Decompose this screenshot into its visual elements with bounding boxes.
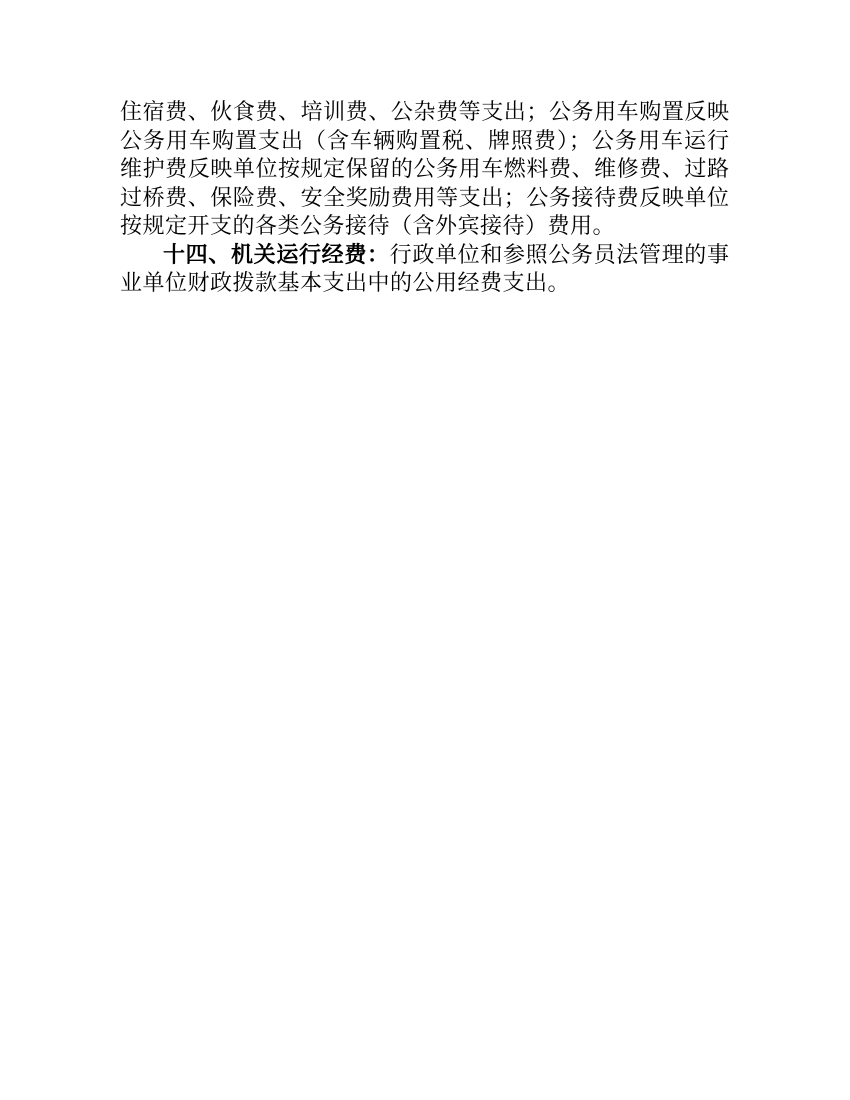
paragraph2-body-start: 行政单位和参照公务员法管理的事 — [389, 241, 729, 267]
text-block — [120, 98, 729, 298]
paragraph2-line-1 — [120, 241, 729, 270]
paragraph2-line-2: 业单位财政拨款基本支出中的公用经费支出。 — [120, 270, 571, 295]
paragraph1-line-5: 按规定开支的各类公务接待（含外宾接待）费用。 — [120, 213, 616, 238]
paragraph1-line-1: 住宿费、伙食费、培训费、公杂费等支出；公务用车购置反映 — [120, 99, 729, 124]
paragraph1-line-3: 维护费反映单位按规定保留的公务用车燃料费、维修费、过路 — [120, 156, 729, 181]
paragraph2-heading: 十四、机关运行经费： — [163, 241, 390, 267]
paragraph1-line-4: 过桥费、保险费、安全奖励费用等支出；公务接待费反映单位 — [120, 184, 729, 210]
paragraph1-line-2: 公务用车购置支出（含车辆购置税、牌照费）；公务用车运行 — [120, 127, 729, 153]
